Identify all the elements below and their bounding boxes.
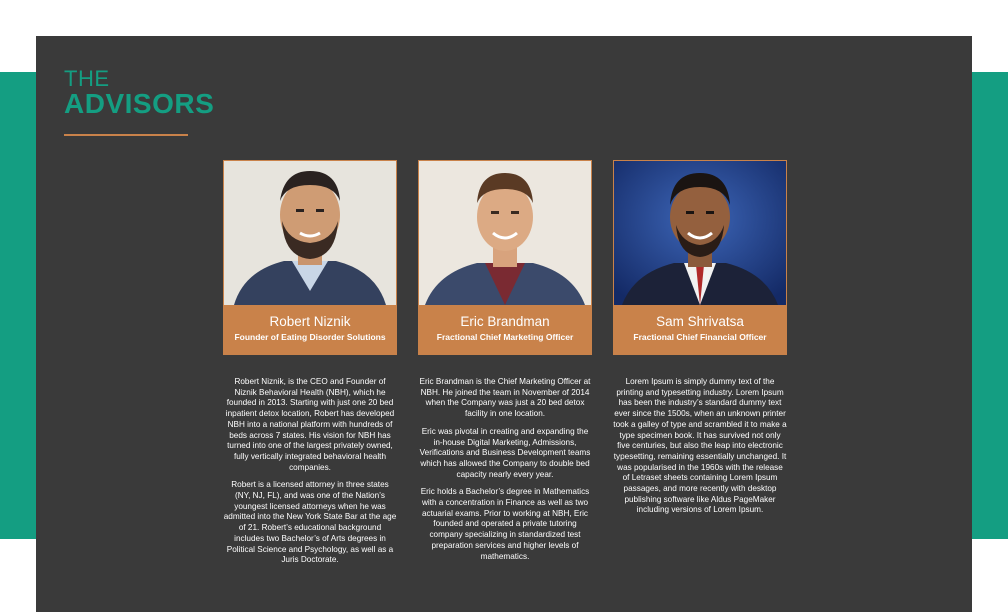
bio-paragraph: Robert is a licensed attorney in three states (NY, NJ, FL), and was one of the Nation’s youngest licensed attorneys when he was admitted into the New York State Bar at the age of 21. Robert’s educational background includes two Bachelor’s of Arts degrees in Political Science and Psychology, as well as a Juris Doctorate. [223, 480, 397, 565]
bio-paragraph: Eric holds a Bachelor’s degree in Mathematics with a concentration in Finance as well as two actuarial exams. Prior to working at NBH, Eric founded and operated a private tutoring company specializing in standardized test preparation services and higher levels of mathematics. [420, 487, 590, 561]
advisor-nameplate [418, 306, 592, 355]
advisor-card-robert [223, 160, 397, 573]
advisor-bio [418, 377, 592, 562]
advisor-role: Founder of Eating Disorder Solutions [234, 332, 386, 342]
advisor-role: Fractional Chief Financial Officer [633, 332, 767, 342]
advisors-panel [36, 36, 972, 612]
heading-line1: THE [64, 66, 110, 91]
portrait-sam-image [614, 161, 786, 305]
advisor-photo [418, 160, 592, 306]
advisor-card-sam [613, 160, 787, 523]
advisor-nameplate [613, 306, 787, 355]
portrait-eric-image [419, 161, 591, 305]
advisor-bio [613, 377, 787, 516]
advisor-name: Robert Niznik [269, 314, 351, 329]
heading-line2: ADVISORS [64, 88, 215, 119]
advisor-photo [223, 160, 397, 306]
heading-divider [64, 134, 188, 136]
advisor-role: Fractional Chief Marketing Officer [436, 332, 574, 342]
advisor-bio [223, 377, 397, 566]
portrait-robert-image [224, 161, 396, 305]
bio-paragraph: Lorem Ipsum is simply dummy text of the printing and typesetting industry. Lorem Ipsum has been the industry’s standard dummy text ever since the 1500s, when an unknown printer took a galley of type and scrambled it to make a type specimen book. It has survived not only five centuries, but also the leap into electronic typesetting, remaining essentially unchanged. It was popularised in the 1960s with the release of Letraset sheets containing Lorem Ipsum passages, and more recently with desktop publishing software like Aldus PageMaker including versions of Lorem Ipsum. [613, 377, 787, 515]
advisor-card-eric [418, 160, 592, 569]
bio-paragraph: Robert Niznik, is the CEO and Founder of Niznik Behavioral Health (NBH), which he founded in 2013. Starting with just one 20 bed inpatient detox location, Robert has developed NBH into a national platform with hundreds of beds across 7 states. His vision for NBH has turned into one of the largest privately owned, fully vertically integrated behavioral health companies. [225, 377, 395, 472]
advisor-nameplate [223, 306, 397, 355]
bio-paragraph: Eric Brandman is the Chief Marketing Officer at NBH. He joined the team in November of 2014 when the Company was just a 20 bed detox facility in one location. [419, 377, 591, 419]
advisor-photo [613, 160, 787, 306]
bio-paragraph: Eric was pivotal in creating and expanding the in-house Digital Marketing, Admissions, Verifications and Business Development teams which has allowed the Company to double bed capacity nearly every year. [419, 426, 591, 479]
advisor-name: Sam Shrivatsa [656, 314, 744, 329]
advisor-name: Eric Brandman [460, 314, 550, 329]
